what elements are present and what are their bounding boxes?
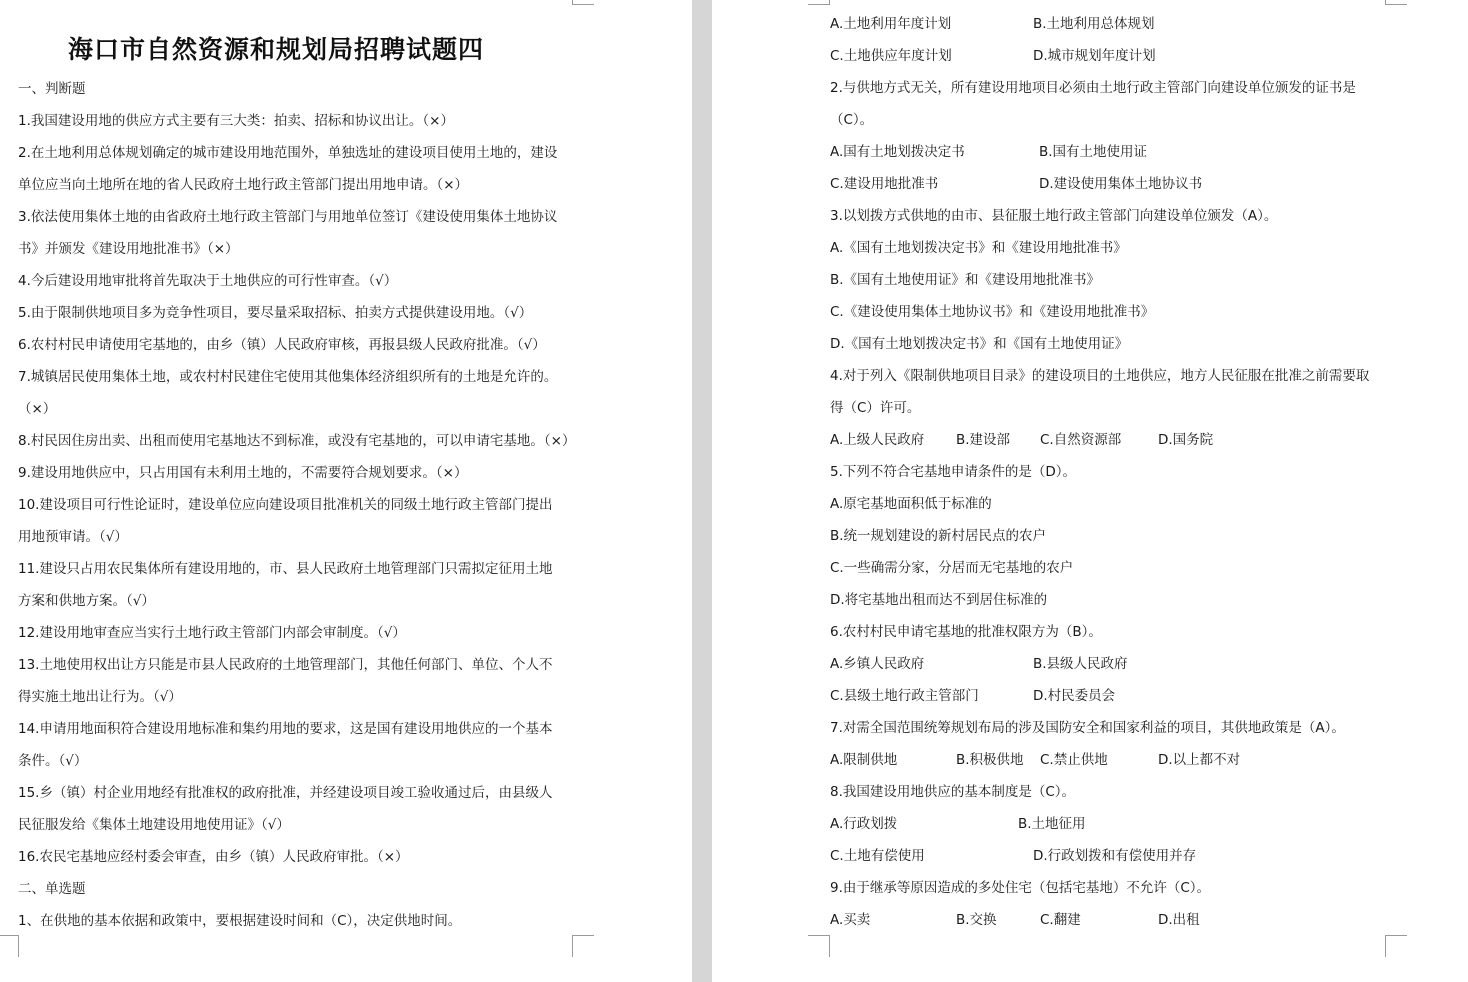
answer-option: A.限制供地 xyxy=(830,752,898,768)
text-line: 6.农村村民申请使用宅基地的，由乡（镇）人民政府审核，再报县级人民政府批准。（√） xyxy=(18,337,546,353)
text-line: 6.农村村民申请宅基地的批准权限方为（B）。 xyxy=(830,624,1102,640)
text-line: 8.我国建设用地供应的基本制度是（C）。 xyxy=(830,784,1076,800)
answer-option: A.买卖 xyxy=(830,912,871,928)
answer-option: B.土地利用总体规划 xyxy=(1033,16,1155,32)
answer-option: A.上级人民政府 xyxy=(830,432,925,448)
text-line: 16.农民宅基地应经村委会审查，由乡（镇）人民政府审批。（×） xyxy=(18,849,409,865)
crop-mark xyxy=(572,935,594,936)
answer-option: B.积极供地 xyxy=(956,752,1024,768)
crop-mark xyxy=(572,4,594,5)
text-line: 3.以划拨方式供地的由市、县征服土地行政主管部门向建设单位颁发（A）。 xyxy=(830,208,1278,224)
answer-option: B.土地征用 xyxy=(1018,816,1086,832)
answer-option: C.土地供应年度计划 xyxy=(830,48,952,64)
crop-mark xyxy=(808,4,830,5)
answer-option: D.村民委员会 xyxy=(1033,688,1116,704)
text-line: 2.在土地利用总体规划确定的城市建设用地范围外，单独选址的建设项目使用土地的，建设 xyxy=(18,145,558,161)
crop-mark xyxy=(1385,935,1386,957)
text-line: 5.下列不符合宅基地申请条件的是（D）。 xyxy=(830,464,1077,480)
text-line: 4.对于列入《限制供地项目目录》的建设项目的土地供应，地方人民征服在批准之前需要取 xyxy=(830,368,1370,384)
crop-mark xyxy=(808,935,830,936)
text-line: 方案和供地方案。（√） xyxy=(18,593,155,609)
answer-option: D.国务院 xyxy=(1158,432,1214,448)
text-line: 8.村民因住房出卖、出租而使用宅基地达不到标准，或没有宅基地的，可以申请宅基地。（×） xyxy=(18,433,576,449)
answer-option: C.土地有偿使用 xyxy=(830,848,925,864)
text-line: 12.建设用地审查应当实行土地行政主管部门内部会审制度。（√） xyxy=(18,625,406,641)
text-line: D.《国有土地划拨决定书》和《国有土地使用证》 xyxy=(830,336,1129,352)
text-line: 1、在供地的基本依据和政策中，要根据建设时间和（C），决定供地时间。 xyxy=(18,913,462,929)
text-line: （C）。 xyxy=(830,112,874,128)
answer-option: D.行政划拨和有偿使用并存 xyxy=(1033,848,1197,864)
text-line: A.《国有土地划拨决定书》和《建设用地批准书》 xyxy=(830,240,1127,256)
text-line: 2.与供地方式无关，所有建设用地项目必须由土地行政主管部门向建设单位颁发的证书是 xyxy=(830,80,1356,96)
text-line: 单位应当向土地所在地的省人民政府土地行政主管部门提出用地申请。（×） xyxy=(18,177,469,193)
answer-option: A.国有土地划拨决定书 xyxy=(830,144,965,160)
text-line: 7.对需全国范围统筹规划布局的涉及国防安全和国家利益的项目，其供地政策是（A）。 xyxy=(830,720,1345,736)
answer-option: D.以上都不对 xyxy=(1158,752,1241,768)
text-line: 10.建设项目可行性论证时，建设单位应向建设项目批准机关的同级土地行政主管部门提出 xyxy=(18,497,553,513)
document-page-left xyxy=(0,0,692,982)
crop-mark xyxy=(0,935,18,936)
answer-option: B.县级人民政府 xyxy=(1033,656,1128,672)
answer-option: C.禁止供地 xyxy=(1040,752,1108,768)
text-line: 一、判断题 xyxy=(18,81,86,97)
text-line: 9.由于继承等原因造成的多处住宅（包括宅基地）不允许（C）。 xyxy=(830,880,1211,896)
crop-mark xyxy=(1385,4,1407,5)
crop-mark xyxy=(572,935,573,957)
answer-option: C.建设用地批准书 xyxy=(830,176,939,192)
answer-option: B.建设部 xyxy=(956,432,1011,448)
text-line: 二、单选题 xyxy=(18,881,86,897)
text-line: 书》并颁发《建设用地批准书》（×） xyxy=(18,241,239,257)
text-line: 13.土地使用权出让方只能是市县人民政府的土地管理部门，其他任何部门、单位、个人不 xyxy=(18,657,553,673)
text-line: A.原宅基地面积低于标准的 xyxy=(830,496,992,512)
answer-option: B.交换 xyxy=(956,912,997,928)
text-line: 条件。（√） xyxy=(18,753,88,769)
answer-option: D.建设使用集体土地协议书 xyxy=(1039,176,1203,192)
answer-option: D.出租 xyxy=(1158,912,1200,928)
text-line: 民征服发给《集体土地建设用地使用证》（√） xyxy=(18,817,290,833)
document-title: 海口市自然资源和规划局招聘试题四 xyxy=(68,35,485,64)
text-line: 用地预审请。（√） xyxy=(18,529,128,545)
text-line: C.一些确需分家，分居而无宅基地的农户 xyxy=(830,560,1074,576)
answer-option: C.自然资源部 xyxy=(1040,432,1122,448)
crop-mark xyxy=(1385,935,1407,936)
answer-option: D.城市规划年度计划 xyxy=(1033,48,1156,64)
text-line: 5.由于限制供地项目多为竞争性项目，要尽量采取招标、拍卖方式提供建设用地。（√） xyxy=(18,305,533,321)
text-line: 15.乡（镇）村企业用地经有批准权的政府批准，并经建设项目竣工验收通过后，由县级人 xyxy=(18,785,553,801)
crop-mark xyxy=(829,935,830,957)
answer-option: A.乡镇人民政府 xyxy=(830,656,925,672)
text-line: 3.依法使用集体土地的由省政府土地行政主管部门与用地单位签订《建设使用集体土地协议 xyxy=(18,209,558,225)
text-line: D.将宅基地出租而达不到居住标准的 xyxy=(830,592,1048,608)
text-line: 得（C）许可。 xyxy=(830,400,921,416)
text-line: 9.建设用地供应中，只占用国有未利用土地的，不需要符合规划要求。（×） xyxy=(18,465,468,481)
answer-option: C.县级土地行政主管部门 xyxy=(830,688,979,704)
text-line: 14.申请用地面积符合建设用地标准和集约用地的要求，这是国有建设用地供应的一个基本 xyxy=(18,721,553,737)
text-line: B.《国有土地使用证》和《建设用地批准书》 xyxy=(830,272,1101,288)
text-line: 11.建设只占用农民集体所有建设用地的，市、县人民政府土地管理部门只需拟定征用土地 xyxy=(18,561,553,577)
answer-option: A.土地利用年度计划 xyxy=(830,16,952,32)
text-line: （×） xyxy=(18,401,57,417)
text-line: C.《建设使用集体土地协议书》和《建设用地批准书》 xyxy=(830,304,1155,320)
answer-option: A.行政划拨 xyxy=(830,816,898,832)
crop-mark xyxy=(18,935,19,957)
answer-option: C.翻建 xyxy=(1040,912,1081,928)
answer-option: B.国有土地使用证 xyxy=(1039,144,1148,160)
text-line: 7.城镇居民使用集体土地，或农村村民建住宅使用其他集体经济组织所有的土地是允许的。 xyxy=(18,369,558,385)
text-line: 得实施土地出让行为。（√） xyxy=(18,689,182,705)
text-line: B.统一规划建设的新村居民点的农户 xyxy=(830,528,1047,544)
text-line: 1.我国建设用地的供应方式主要有三大类：拍卖、招标和协议出让。（×） xyxy=(18,113,454,129)
document-page-right xyxy=(712,0,1468,982)
text-line: 4.今后建设用地审批将首先取决于土地供应的可行性审查。（√） xyxy=(18,273,398,289)
